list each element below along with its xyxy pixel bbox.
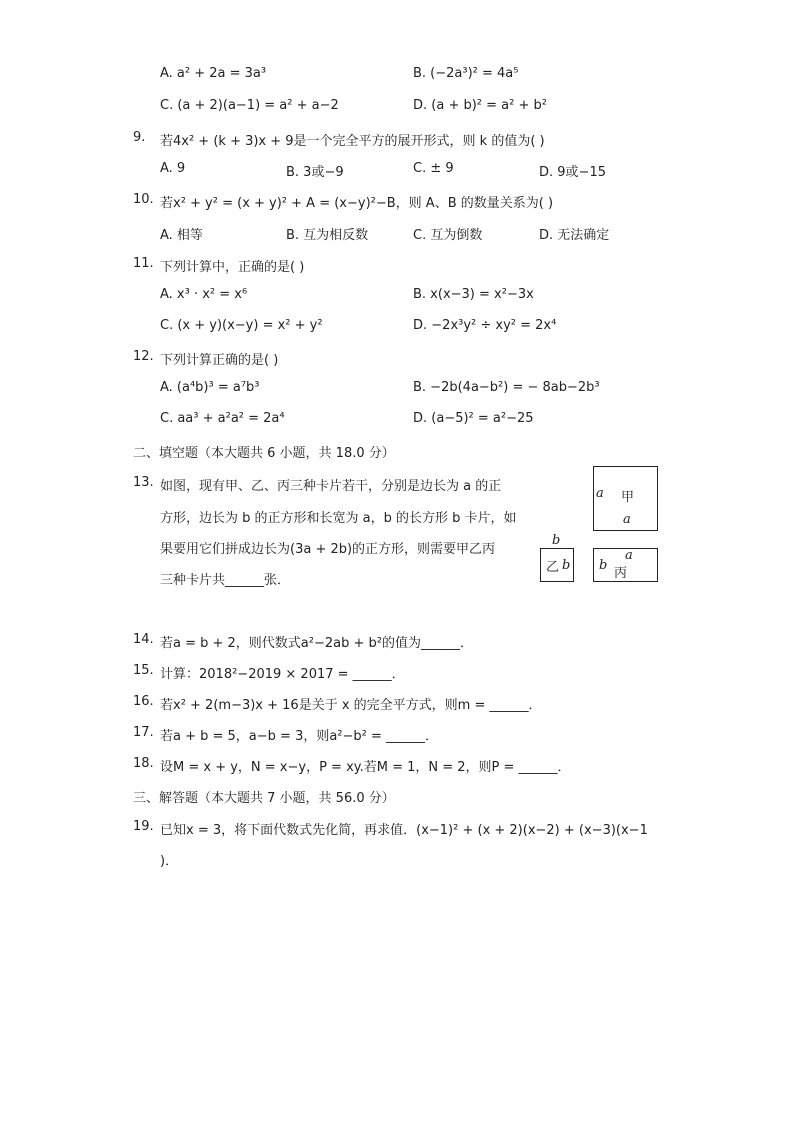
q13-line-2: 方形，边长为 b 的正方形和长宽为 a，b 的长方形 b 卡片，如 bbox=[160, 511, 517, 526]
q19-number: 19. bbox=[133, 819, 154, 834]
q10-option-a: A. 相等 bbox=[160, 228, 203, 243]
card-bing-label: 丙 bbox=[614, 566, 628, 581]
q10-number: 10. bbox=[133, 192, 154, 207]
q10-option-b: B. 互为相反数 bbox=[286, 228, 369, 243]
q11-option-c: C. (x + y)(x−y) = x² + y² bbox=[160, 318, 323, 333]
q11-option-a: A. x³ · x² = x⁶ bbox=[160, 287, 248, 302]
q13-line-4: 三种卡片共______张． bbox=[160, 573, 291, 588]
q18-number: 18. bbox=[133, 756, 154, 771]
q9-option-a: A. 9 bbox=[160, 161, 186, 176]
q18-stem: 设M = x + y，N = x−y，P = xy.若M = 1，N = 2，则P = ______． bbox=[160, 760, 571, 775]
q9-option-c: C. ± 9 bbox=[413, 161, 454, 176]
card-jia-side-label-a: a bbox=[596, 486, 604, 501]
q12-option-b: B. −2b(4a−b²) = − 8ab−2b³ bbox=[413, 380, 600, 395]
q8-option-b: B. (−2a³)² = 4a⁵ bbox=[413, 66, 519, 81]
q13-number: 13. bbox=[133, 475, 154, 490]
q16-number: 16. bbox=[133, 694, 154, 709]
q12-stem: 下列计算正确的是( ) bbox=[160, 353, 279, 368]
card-jia-bottom-label-a: a bbox=[623, 512, 631, 527]
q9-option-b: B. 3或−9 bbox=[286, 165, 344, 180]
section-fill-blank-heading: 二、填空题（本大题共 6 小题，共 18.0 分） bbox=[133, 446, 395, 461]
q12-option-c: C. aa³ + a²a² = 2a⁴ bbox=[160, 411, 285, 426]
q14-number: 14. bbox=[133, 632, 154, 647]
q19-line-1: 已知x = 3，将下面代数式先化简，再求值．(x−1)² + (x + 2)(x−2) + (x−3)(x−1 bbox=[160, 823, 648, 838]
q15-stem: 计算：2018²−2019 × 2017 = ______． bbox=[160, 667, 405, 682]
section-answer-heading: 三、解答题（本大题共 7 小题，共 56.0 分） bbox=[133, 791, 395, 806]
card-jia-label: 甲 bbox=[621, 490, 635, 505]
q19-line-2: )． bbox=[160, 854, 179, 869]
q13-line-3: 果要用它们拼成边长为(3a + 2b)的正方形，则需要甲乙丙 bbox=[160, 542, 496, 557]
card-yi-top-label-b: b bbox=[552, 533, 561, 548]
q17-number: 17. bbox=[133, 725, 154, 740]
q11-option-d: D. −2x³y² ÷ xy² = 2x⁴ bbox=[413, 318, 557, 333]
q15-number: 15. bbox=[133, 663, 154, 678]
q9-stem: 若4x² + (k + 3)x + 9是一个完全平方的展开形式，则 k 的值为( ) bbox=[160, 134, 545, 149]
card-bing-side-label-b: b bbox=[599, 558, 608, 573]
q11-option-b: B. x(x−3) = x²−3x bbox=[413, 287, 534, 302]
q9-option-d: D. 9或−15 bbox=[539, 165, 606, 180]
q9-number: 9. bbox=[133, 130, 146, 145]
q13-line-1: 如图，现有甲、乙、丙三种卡片若干，分别是边长为 a 的正 bbox=[160, 479, 502, 494]
card-yi-label: 乙 bbox=[546, 560, 560, 575]
q12-number: 12. bbox=[133, 349, 154, 364]
card-yi-side-label-b: b bbox=[562, 558, 571, 573]
q10-option-d: D. 无法确定 bbox=[539, 228, 610, 243]
q12-option-d: D. (a−5)² = a²−25 bbox=[413, 411, 534, 426]
q8-option-c: C. (a + 2)(a−1) = a² + a−2 bbox=[160, 98, 339, 113]
q11-number: 11. bbox=[133, 256, 154, 271]
card-bing-top-label-a: a bbox=[625, 548, 633, 563]
q12-option-a: A. (a⁴b)³ = a⁷b³ bbox=[160, 380, 260, 395]
q8-option-a: A. a² + 2a = 3a³ bbox=[160, 66, 267, 81]
q10-stem: 若x² + y² = (x + y)² + A = (x−y)²−B，则 A、B 的数量关系为( ) bbox=[160, 196, 554, 211]
q10-option-c: C. 互为倒数 bbox=[413, 228, 483, 243]
q16-stem: 若x² + 2(m−3)x + 16是关于 x 的完全平方式，则m = ______． bbox=[160, 698, 542, 713]
q8-option-d: D. (a + b)² = a² + b² bbox=[413, 98, 547, 113]
q11-stem: 下列计算中，正确的是( ) bbox=[160, 260, 305, 275]
q17-stem: 若a + b = 5，a−b = 3，则a²−b² = ______． bbox=[160, 729, 439, 744]
q14-stem: 若a = b + 2，则代数式a²−2ab + b²的值为______． bbox=[160, 636, 473, 651]
